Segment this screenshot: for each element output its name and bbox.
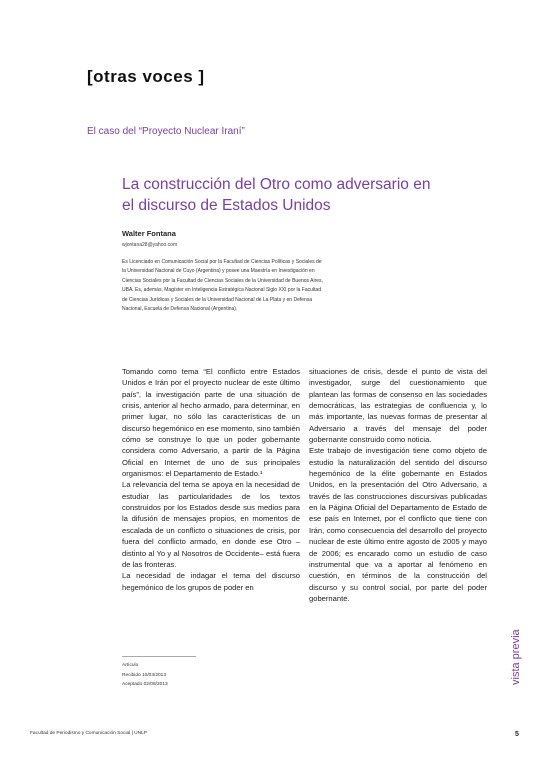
preview-label (504, 600, 534, 690)
author-email[interactable]: wjontana28@yahoo.com (122, 242, 178, 248)
author-bio: Es Licenciado en Comunicación Social por la Facultad de Ciencias Políticas y Sociales de la Universidad Nacional de Cuyo (Argentina) y posee una Maestría en Investigación en Ciencias Sociales por la Facultad de Ciencias Sociales de la Universidad de Buenos Aires, UBA. Es, además, Magíster en Inteligencia Estratégica Nacional Siglo XXI por la Facultad de Ciencias Jurídicas y Sociales de la Universidad Nacional de La Plata y en Defensa Nacional, Escuela de Defensa Nacional (Argentina). (122, 259, 323, 313)
meta-received: Recibido 10/03/2013 (122, 672, 167, 678)
paragraph: La necesidad de indagar el tema del discurso hegemónico de los grupos de poder en (122, 571, 300, 592)
paragraph: La relevancia del tema se apoya en la necesidad de estudiar las particularidades de los textos construidos por los Estados desde sus medios para la difusión de mensajes propios, en momentos de escalada de un conflicto o situaciones de crisis, por fuera del conflicto armado, en donde ese Otro –distinto al Yo y al Nosotros de Occidente– está fuera de las fronteras. (122, 480, 300, 569)
article-title: La construcción del Otro como adversario en el discurso de Estados Unidos (122, 176, 431, 214)
paragraph: Tomando como tema “El conflicto entre Estados Unidos e Irán por el proyecto nuclear de este último país”, la investigación parte de una situación de crisis, anterior al hecho armado, para determinar, en primer lugar, no sólo las características de un discurso hegemónico en ese momento, sino también cómo se construye lo que un poder gobernante considera como Adversario, a partir de la Página Oficial en Internet de uno de sus principales organismos: el Departamento de Estado.¹ (122, 367, 300, 479)
preview-label-text: vista previa (510, 629, 522, 685)
meta-accepted: Aceptado 02/08/2013 (122, 682, 168, 687)
paragraph: Este trabajo de investigación tiene como objeto de estudio la naturalización del sentido del discurso hegemónico de la élite gobernante en Estados Unidos, en la presentación del Otro Adversario, a través de las construcciones discursivas publicadas en la Página Oficial del Departamento de Estado de ese país en Internet, por el conflicto que tiene con Irán, como consecuencia del desarrollo del proyecto nuclear de este último entre agosto de 2005 y mayo de 2006; es encarado como un estudio de caso instrumental que va a aportar al fenómeno en cuestión, en términos de la construcción del discurso y su control social, por parte del poder gobernante. (309, 446, 487, 603)
article-subtitle: El caso del “Proyecto Nuclear Iraní” (87, 126, 245, 137)
body-column-left (122, 366, 300, 593)
author-name: Walter Fontana (122, 229, 176, 238)
footer-journal: Facultad de Periodismo y Comunicación Social | UNLP (30, 731, 147, 736)
article-meta (122, 656, 196, 690)
page-number: 5 (515, 731, 519, 738)
paragraph: situaciones de crisis, desde el punto de vista del investigador, surge del cuestionamiento que plantean las formas de consenso en las sociedades democráticas, las estrategias de confluencia y, lo más importante, las nuevas formas de presentar al Adversario a través del mensaje del poder gobernante construido como noticia. (309, 367, 487, 445)
section-title: [otras voces ] (87, 67, 205, 86)
meta-label: Artículo (122, 663, 139, 668)
body-column-right (309, 366, 487, 604)
